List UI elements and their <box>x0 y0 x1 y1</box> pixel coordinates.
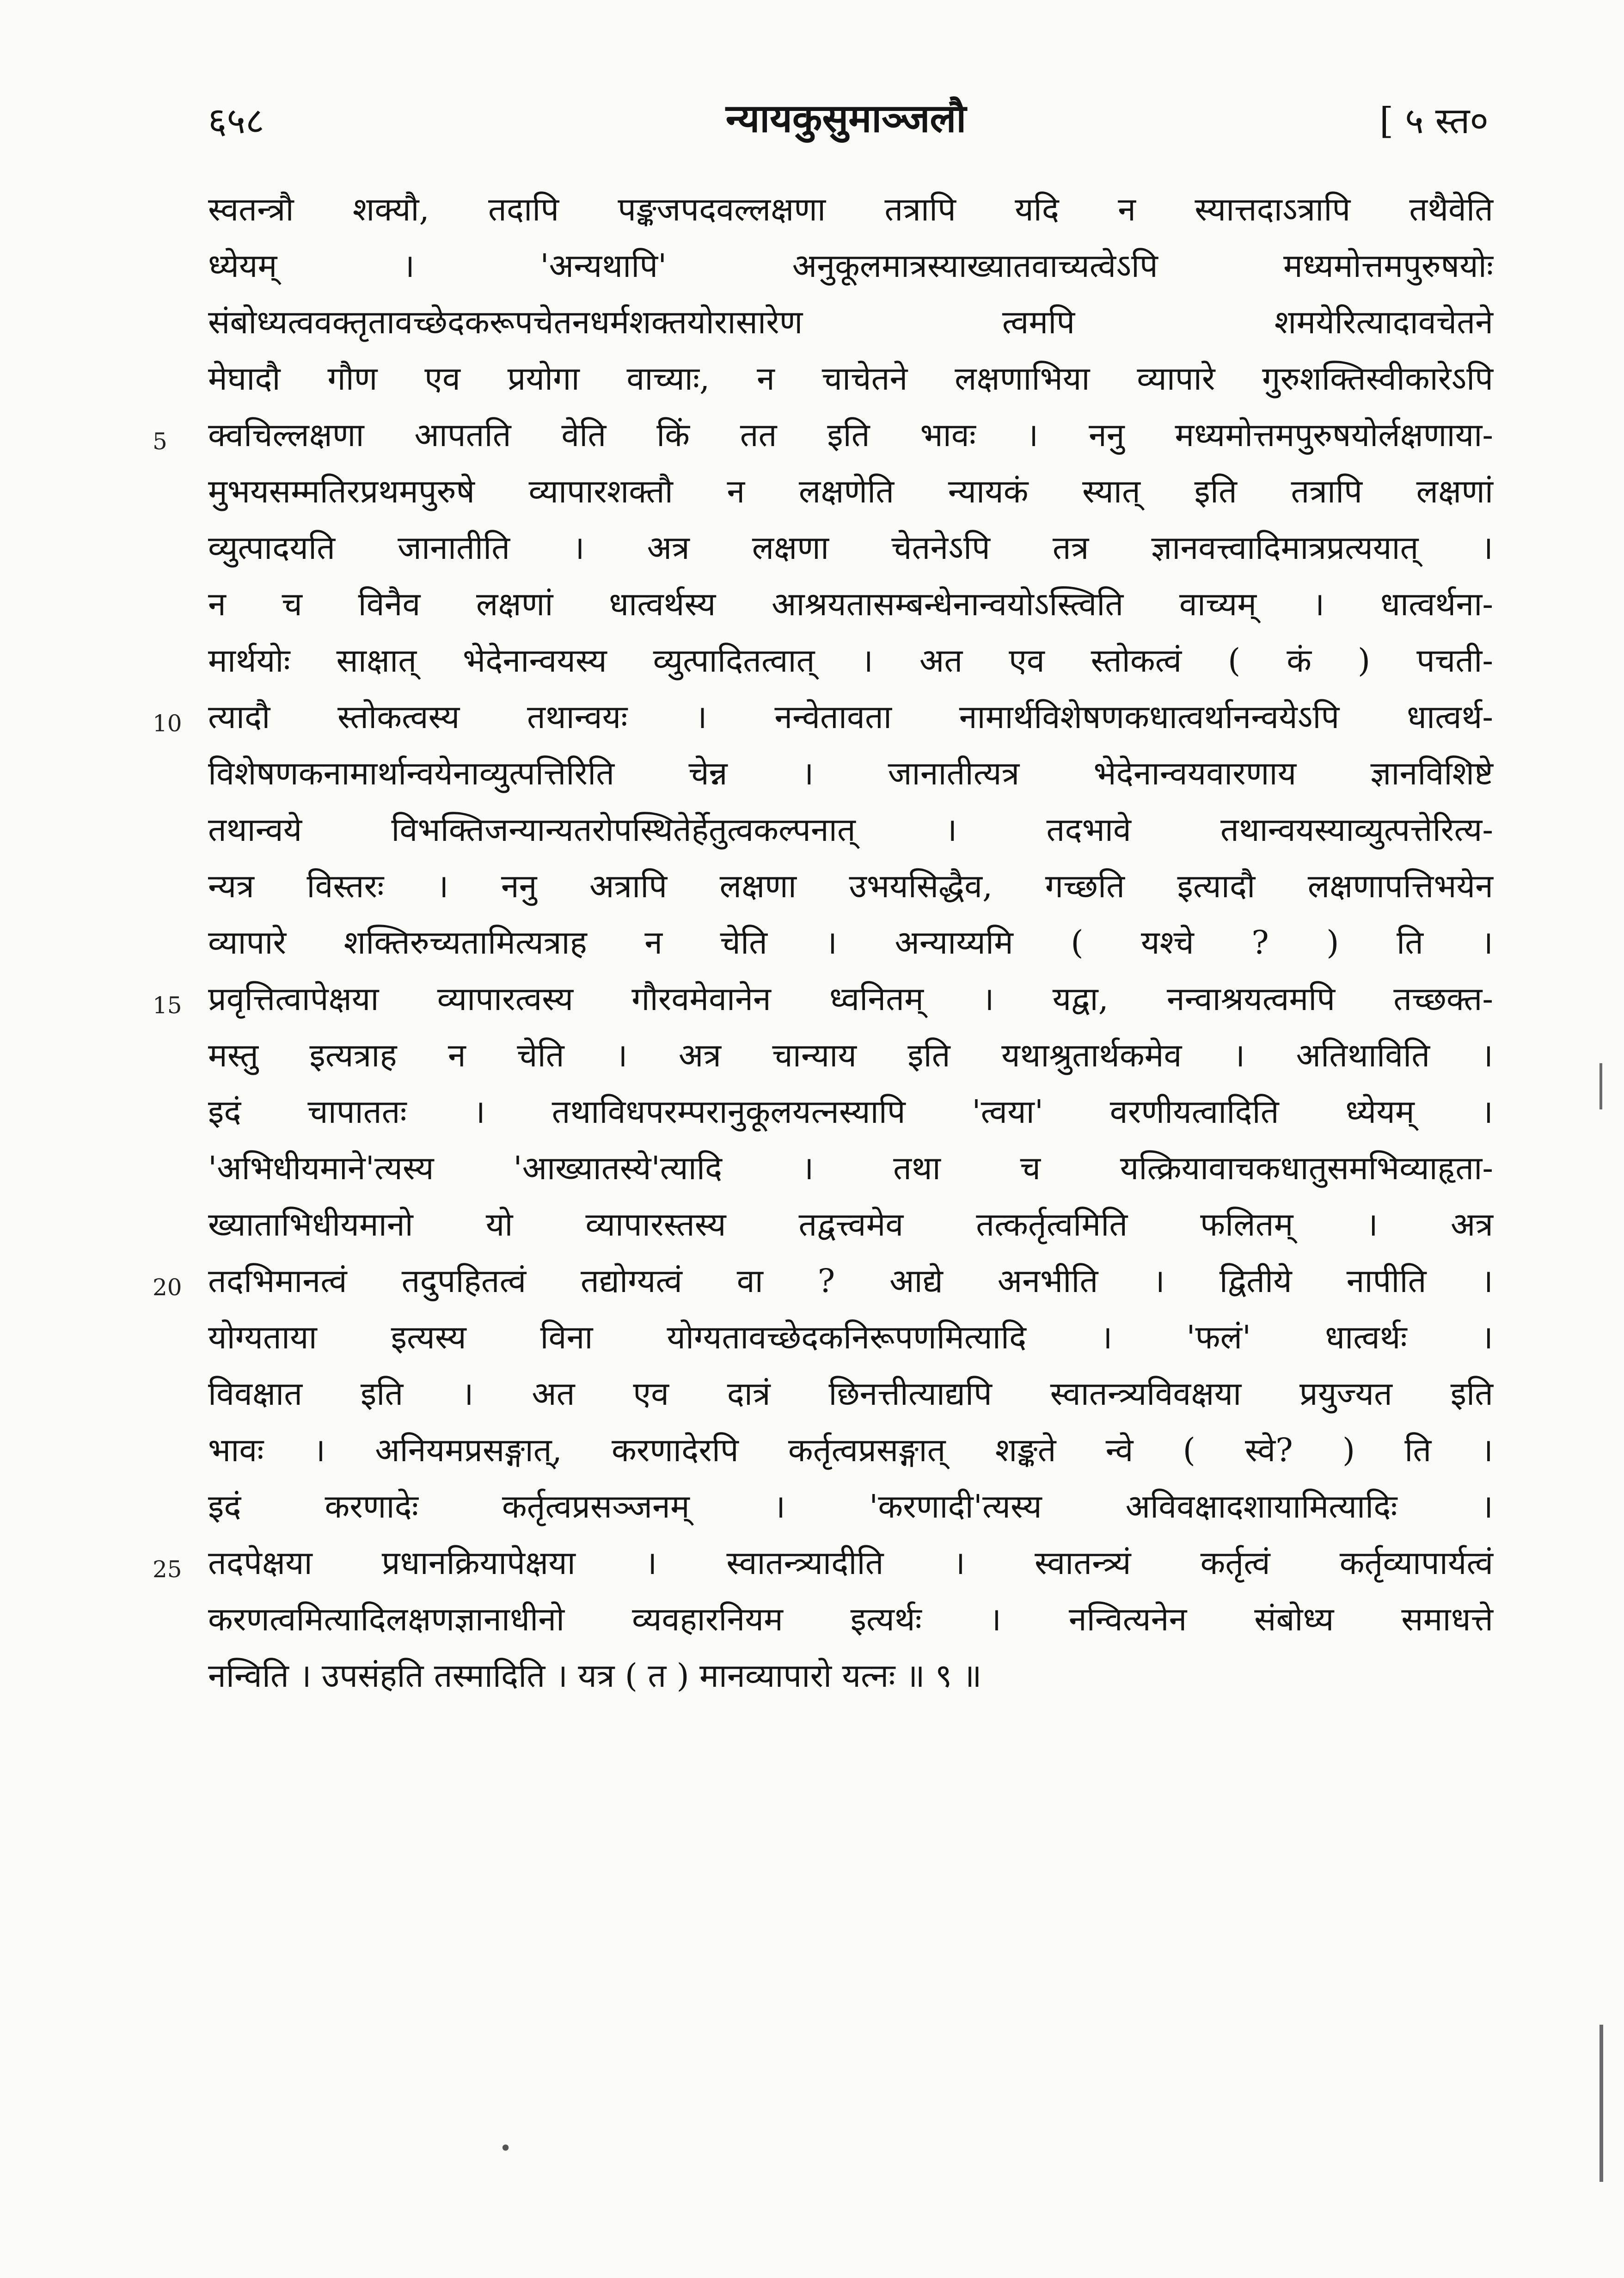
line-text: ध्येयम् । 'अन्यथापि' अनुकूलमात्रस्याख्यातवाच्यत्वेऽपि मध्यमोत्तमपुरुषयोः <box>208 247 1493 285</box>
line-text: क्वचिल्लक्षणा आपतति वेति किं तत इति भावः । ननु मध्यमोत्तमपुरुषयोर्लक्षणाया- <box>208 416 1493 454</box>
text-line <box>153 1253 1493 1309</box>
line-text: तथान्वये विभक्तिजन्यान्यतरोपस्थितेर्हेतुत्वकल्पनात् । तदभावे तथान्वयस्याव्युत्पत्तेरित्य- <box>208 811 1493 849</box>
line-text: ख्याताभिधीयमानो यो व्यापारस्तस्य तद्वत्त्वमेव तत्कर्तृत्वमिति फलितम् । अत्र <box>208 1206 1493 1243</box>
line-text: भावः । अनियमप्रसङ्गात्, करणादेरपि कर्तृत्वप्रसङ्गात् शङ्कते न्वे ( स्वे? ) ति । <box>208 1431 1493 1469</box>
line-text: व्युत्पादयति जानातीति । अत्र लक्षणा चेतनेऽपि तत्र ज्ञानवत्त्वादिमात्रप्रत्ययात् । <box>208 529 1493 567</box>
running-head <box>203 86 1489 141</box>
line-number: 15 <box>153 992 182 1019</box>
line-text: मार्थयोः साक्षात् भेदेनान्वयस्य व्युत्पादितत्वात् । अत एव स्तोकत्वं ( कं ) पचती- <box>208 642 1493 680</box>
text-line <box>208 632 1493 689</box>
line-text: विशेषणकनामार्थान्वयेनाव्युत्पत्तिरिति चेन्न । जानातीत्यत्र भेदेनान्वयवारणाय ज्ञानविशिष्टे <box>208 754 1493 792</box>
body-text <box>153 181 1493 1704</box>
line-text: इदं चापाततः । तथाविधपरम्परानुकूलयत्नस्यापि 'त्वया' वरणीयत्वादिति ध्येयम् । <box>208 1093 1493 1131</box>
text-line <box>208 745 1493 802</box>
text-line <box>208 1196 1493 1253</box>
text-line <box>208 1027 1493 1084</box>
text-line <box>153 407 1493 463</box>
line-text: मेघादौ गौण एव प्रयोगा वाच्याः, न चाचेतने लक्षणाभिया व्यापारे गुरुशक्तिस्वीकारेऽपि <box>208 360 1493 398</box>
line-text: त्यादौ स्तोकत्वस्य तथान्वयः । नन्वेतावता नामार्थविशेषणकधात्वर्थानन्वयेऽपि धात्वर्थ- <box>208 698 1493 736</box>
line-text: विवक्षात इति । अत एव दात्रं छिनत्तीत्याद्यपि स्वातन्त्र्यविवक्षया प्रयुज्यत इति <box>208 1375 1493 1413</box>
book-title: न्यायकुसुमाञ्जलौ <box>725 95 967 141</box>
page-number: ६५८ <box>208 100 264 142</box>
line-text: योग्यताया इत्यस्य विना योग्यतावच्छेदकनिरूपणमित्यादि । 'फलं' धात्वर्थः । <box>208 1318 1493 1356</box>
line-text: व्यापारे शक्तिरुच्यतामित्यत्राह न चेति । अन्याय्यमि ( यश्चे ? ) ति । <box>208 924 1493 961</box>
text-line <box>153 689 1493 745</box>
text-line <box>208 576 1493 632</box>
text-line <box>153 1535 1493 1591</box>
line-number: 10 <box>153 710 182 737</box>
footer-mark: • <box>499 2136 512 2161</box>
scan-margin-mark <box>1599 1063 1602 1109</box>
text-line <box>208 238 1493 294</box>
text-line <box>208 463 1493 520</box>
line-text: नन्विति । उपसंहति तस्मादिति । यत्र ( त ) मानव्यापारो यत्नः ॥ ९ ॥ <box>208 1657 982 1695</box>
line-text: स्वतन्त्रौ शक्यौ, तदापि पङ्कजपदवल्लक्षणा तत्रापि यदि न स्यात्तदाऽत्रापि तथैवेति <box>208 190 1493 228</box>
text-line <box>153 971 1493 1027</box>
line-text: तदभिमानत्वं तदुपहितत्वं तद्योग्यत्वं वा ? आद्ये अनभीति । द्वितीये नापीति । <box>208 1262 1493 1300</box>
text-line <box>208 1591 1493 1647</box>
line-text: मुभयसम्मतिरप्रथमपुरुषे व्यापारशक्तौ न लक्षणेति न्यायकं स्यात् इति तत्रापि लक्षणां <box>208 472 1493 510</box>
line-number: 5 <box>153 428 167 455</box>
line-text: न च विनैव लक्षणां धात्वर्थस्य आश्रयतासम्बन्धेनान्वयोऽस्त्विति वाच्यम् । धात्वर्थना- <box>208 585 1493 623</box>
text-line <box>208 1140 1493 1196</box>
text-line <box>208 350 1493 407</box>
line-text: संबोध्यत्ववक्तृतावच्छेदकरूपचेतनधर्मशक्तयोरासारेण त्वमपि शमयेरित्यादावचेतने <box>208 303 1493 341</box>
line-text: न्यत्र विस्तरः । ननु अत्रापि लक्षणा उभयसिद्धैव, गच्छति इत्यादौ लक्षणापत्तिभयेन <box>208 867 1493 905</box>
line-number: 25 <box>153 1556 182 1583</box>
text-line <box>208 858 1493 914</box>
text-line <box>208 1366 1493 1422</box>
scan-binding-edge <box>1599 2025 1603 2182</box>
text-line <box>208 802 1493 858</box>
line-number: 20 <box>153 1274 182 1301</box>
text-line <box>208 294 1493 350</box>
line-text: प्रवृत्तित्वापेक्षया व्यापारत्वस्य गौरवमेवानेन ध्वनितम् । यद्वा, नन्वाश्रयत्वमपि तच्छक्त- <box>208 980 1493 1018</box>
line-text: करणत्वमित्यादिलक्षणज्ञानाधीनो व्यवहारनियम इत्यर्थः । नन्वित्यनेन संबोध्य समाधत्ते <box>208 1600 1493 1638</box>
line-text: मस्तु इत्यत्राह न चेति । अत्र चान्याय इति यथाश्रुतार्थकमेव । अतिथाविति । <box>208 1036 1493 1074</box>
line-text: इदं करणादेः कर्तृत्वप्रसञ्जनम् । 'करणादी'त्यस्य अविवक्षादशायामित्यादिः । <box>208 1488 1493 1525</box>
text-line <box>208 914 1493 971</box>
text-line <box>208 1422 1493 1478</box>
text-line <box>208 1309 1493 1366</box>
text-line <box>208 1647 1493 1704</box>
text-line <box>208 520 1493 576</box>
text-line <box>208 1084 1493 1140</box>
text-line <box>208 181 1493 238</box>
line-text: 'अभिधीयमाने'त्यस्य 'आख्यातस्ये'त्यादि । तथा च यत्क्रियावाचकधातुसमभिव्याहृता- <box>208 1149 1493 1187</box>
section-reference: [ ५ स्त० <box>1379 100 1489 142</box>
text-line <box>208 1478 1493 1535</box>
line-text: तदपेक्षया प्रधानक्रियापेक्षया । स्वातन्त्र्यादीति । स्वातन्त्र्यं कर्तृत्वं कर्तृव्यापार्यत्वं <box>208 1544 1493 1582</box>
